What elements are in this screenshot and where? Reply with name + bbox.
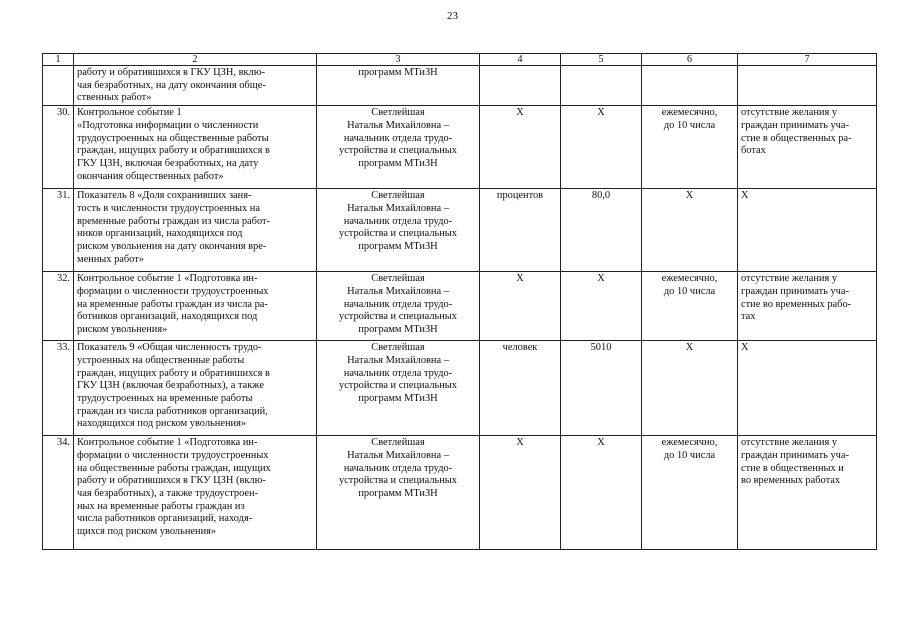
period-line: ежемесячно, [661, 273, 718, 285]
item-name-line: работу и обратившихся в ГКУ ЦЗН (вклю- [77, 475, 266, 487]
item-name-line: устроенных на общественные работы [77, 354, 245, 366]
note-line: граждан принимать уча- [741, 449, 849, 461]
unit-cell [480, 66, 561, 106]
value-cell [561, 341, 642, 436]
item-name-line: риском увольнения» [77, 323, 168, 335]
responsible-line: программ МТиЗН [358, 157, 438, 169]
unit-cell [480, 272, 561, 341]
item-name-line: менных работ» [77, 253, 144, 265]
page-number: 23 [447, 10, 458, 22]
item-name-line: Показатель 8 «Доля сохранивших заня- [77, 190, 252, 202]
note-cell [738, 106, 877, 189]
responsible-line: устройства и специальных [339, 145, 457, 157]
note-line: стие в общественных ра- [741, 132, 852, 144]
item-name-line: трудоустроенных на общественные работы [77, 132, 269, 144]
item-name-line: формации о численности трудоустроенных [77, 285, 269, 297]
target-value: Х [597, 437, 605, 449]
responsible-line: начальник отдела трудо- [343, 462, 453, 474]
item-name-line: ственных работ» [77, 92, 152, 104]
table-header-row [43, 54, 877, 66]
unit-value: Х [516, 107, 524, 119]
period-line: до 10 числа [663, 285, 716, 297]
responsible-cell [317, 341, 480, 436]
responsible-line: Наталья Михайловна – [347, 449, 449, 461]
item-name-line: ников организаций, находящихся под [77, 228, 243, 240]
column-header: 7 [738, 54, 877, 66]
note-line: отсутствие желания у [741, 437, 838, 449]
note-line: Х [741, 342, 749, 354]
unit-value: процентов [496, 190, 544, 202]
responsible-line: Наталья Михайловна – [347, 119, 449, 131]
responsible-line: устройства и специальных [339, 228, 457, 240]
period-cell [642, 436, 738, 550]
item-name-line: граждан из числа работников организаций, [77, 405, 268, 417]
period-cell [642, 189, 738, 272]
responsible-line: Светлейшая [371, 342, 425, 354]
value-cell [561, 106, 642, 189]
responsible-line: Светлейшая [371, 190, 425, 202]
table-row [43, 106, 877, 189]
unit-value: Х [516, 273, 524, 285]
item-name-cell [74, 66, 317, 106]
responsible-line: программ МТиЗН [358, 392, 438, 404]
item-name-cell [74, 272, 317, 341]
item-name-line: окончания общественных работ» [77, 170, 224, 182]
responsible-line: Светлейшая [371, 437, 425, 449]
period-line: Х [685, 190, 694, 202]
responsible-line: Светлейшая [371, 273, 425, 285]
period-line: ежемесячно, [661, 107, 718, 119]
responsible-line: программ МТиЗН [358, 240, 438, 252]
value-cell [561, 272, 642, 341]
responsible-line: начальник отдела трудо- [343, 215, 453, 227]
row-number: 31. [57, 190, 70, 202]
responsible-line: устройства и специальных [339, 475, 457, 487]
item-name-line: трудоустроенных на временные работы [77, 392, 253, 404]
target-value: Х [597, 273, 605, 285]
target-value: Х [597, 107, 605, 119]
item-name-cell [74, 189, 317, 272]
item-name-line: формации о численности трудоустроенных [77, 449, 269, 461]
responsible-line: начальник отдела трудо- [343, 298, 453, 310]
column-header: 5 [561, 54, 642, 66]
responsible-line: устройства и специальных [339, 311, 457, 323]
table-row [43, 66, 877, 106]
item-name-cell [74, 106, 317, 189]
period-line: Х [685, 342, 694, 354]
unit-cell [480, 341, 561, 436]
row-number-cell [43, 106, 74, 189]
item-name-line: чая безработных, на дату окончания обще- [77, 79, 266, 91]
responsible-line: программ МТиЗН [358, 67, 438, 78]
note-line: отсутствие желания у [741, 107, 838, 119]
row-number: 30. [57, 107, 70, 119]
unit-value: человек [502, 342, 538, 354]
column-header: 1 [43, 54, 74, 66]
item-name-line: ботников организаций, находящихся под [77, 311, 258, 323]
item-name-line: «Подготовка информации о численности [77, 119, 259, 131]
responsible-cell [317, 106, 480, 189]
item-name-line: ГКУ ЦЗН, включая безработных, на дату [77, 157, 259, 169]
unit-value: Х [516, 437, 524, 449]
responsible-line: Наталья Михайловна – [347, 202, 449, 214]
note-cell [738, 272, 877, 341]
item-name-line: риском увольнения на дату окончания вре- [77, 240, 267, 252]
table-row [43, 189, 877, 272]
note-line: стие в общественных и [741, 462, 844, 474]
item-name-line: ных на временные работы граждан из [77, 500, 245, 512]
note-line: во временных работах [741, 475, 841, 487]
responsible-line: программ МТиЗН [358, 487, 438, 499]
row-number-cell [43, 341, 74, 436]
responsible-line: Светлейшая [371, 107, 425, 119]
responsible-line: программ МТиЗН [358, 323, 438, 335]
item-name-line: на временные работы граждан из числа ра- [77, 298, 268, 310]
period-line: ежемесячно, [661, 437, 718, 449]
row-number: 34. [57, 437, 70, 449]
item-name-line: Контрольное событие 1 «Подготовка ин- [77, 437, 258, 449]
period-cell [642, 272, 738, 341]
responsible-line: Наталья Михайловна – [347, 354, 449, 366]
column-header: 3 [317, 54, 480, 66]
column-header: 2 [74, 54, 317, 66]
note-line: стие во временных рабо- [741, 298, 852, 310]
value-cell [561, 436, 642, 550]
responsible-line: устройства и специальных [339, 380, 457, 392]
target-value: 80,0 [591, 190, 611, 202]
value-cell [561, 189, 642, 272]
target-value: 5010 [590, 342, 612, 354]
responsible-cell [317, 272, 480, 341]
period-cell [642, 106, 738, 189]
plan-table [42, 53, 877, 550]
note-cell [738, 436, 877, 550]
item-name-line: временные работы граждан из числа работ- [77, 215, 270, 227]
responsible-line: начальник отдела трудо- [343, 367, 453, 379]
period-line: до 10 числа [663, 119, 716, 131]
value-cell [561, 66, 642, 106]
note-line: отсутствие желания у [741, 273, 838, 285]
item-name-line: находящихся под риском увольнения» [77, 418, 247, 430]
row-number-cell [43, 189, 74, 272]
unit-cell [480, 106, 561, 189]
item-name-line: работу и обратившихся в ГКУ ЦЗН, вклю- [77, 67, 265, 78]
period-cell [642, 66, 738, 106]
period-cell [642, 341, 738, 436]
note-line: граждан принимать уча- [741, 119, 849, 131]
table-row [43, 436, 877, 550]
item-name-cell [74, 436, 317, 550]
responsible-line: Наталья Михайловна – [347, 285, 449, 297]
responsible-cell [317, 436, 480, 550]
row-number-cell [43, 66, 74, 106]
note-cell [738, 66, 877, 106]
unit-cell [480, 436, 561, 550]
column-header: 6 [642, 54, 738, 66]
column-header: 4 [480, 54, 561, 66]
table-row [43, 341, 877, 436]
item-name-line: тость в численности трудоустроенных на [77, 202, 260, 214]
note-line: Х [741, 190, 749, 202]
table-row [43, 272, 877, 341]
item-name-cell [74, 341, 317, 436]
item-name-line: числа работников организаций, находя- [77, 513, 253, 525]
item-name-line: ГКУ ЦЗН (включая безработных), а также [77, 380, 264, 392]
item-name-line: Контрольное событие 1 «Подготовка ин- [77, 273, 258, 285]
period-line: до 10 числа [663, 449, 716, 461]
note-line: граждан принимать уча- [741, 285, 849, 297]
responsible-line: начальник отдела трудо- [343, 132, 453, 144]
row-number: 32. [57, 273, 70, 285]
unit-cell [480, 189, 561, 272]
note-cell [738, 341, 877, 436]
row-number-cell [43, 436, 74, 550]
item-name-line: граждан, ищущих работу и обратившихся в [77, 367, 270, 379]
item-name-line: на общественные работы граждан, ищущих [77, 462, 271, 474]
row-number-cell [43, 272, 74, 341]
note-line: тах [741, 311, 756, 323]
item-name-line: чая безработных), а также трудоустроен- [77, 487, 259, 499]
responsible-cell [317, 189, 480, 272]
note-line: ботах [741, 145, 766, 157]
item-name-line: граждан, ищущих работу и обратившихся в [77, 145, 270, 157]
item-name-line: Показатель 9 «Общая численность трудо- [77, 342, 262, 354]
row-number: 33. [57, 342, 70, 354]
note-cell [738, 189, 877, 272]
item-name-line: Контрольное событие 1 [77, 107, 182, 119]
responsible-cell [317, 66, 480, 106]
item-name-line: щихся под риском увольнения» [77, 526, 217, 538]
